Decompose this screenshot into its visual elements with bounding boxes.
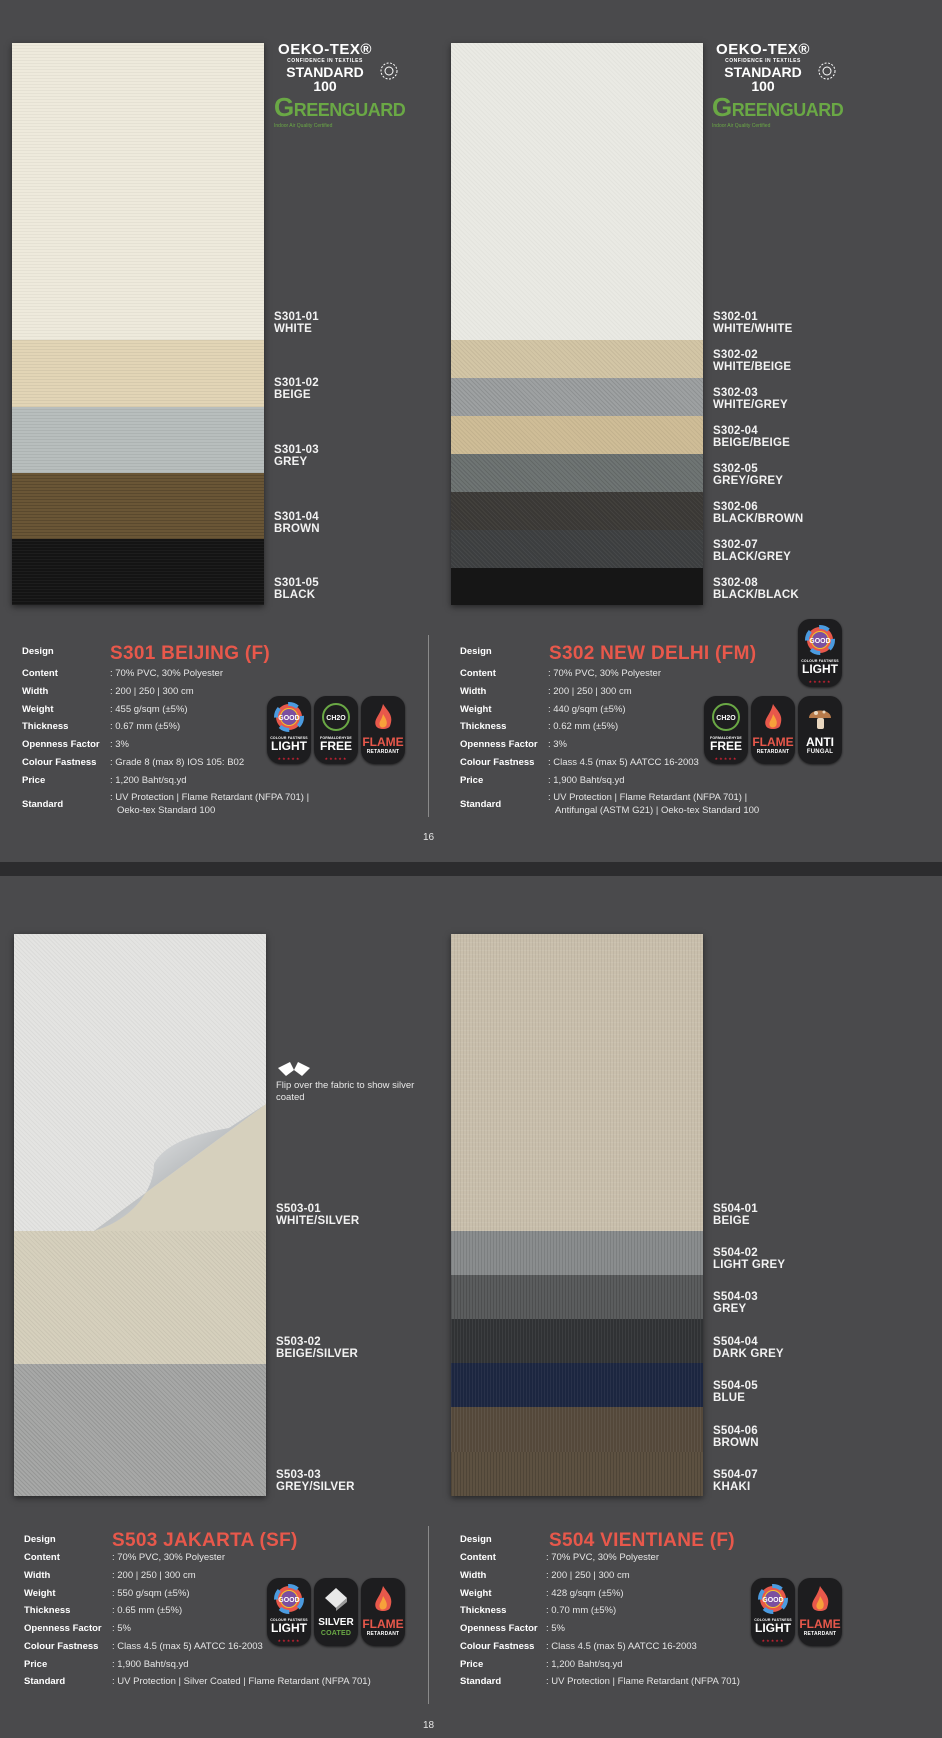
greenguard-logo: GREENGUARD Indoor Air Quality Certified (274, 92, 406, 129)
spec-value: : 200 | 250 | 300 cm (548, 686, 632, 697)
flame-icon (805, 1584, 835, 1614)
spec-key: Content (24, 1552, 60, 1563)
spec-value: : UV Protection | Flame Retardant (NFPA 701) (546, 1676, 740, 1687)
spec-value: : 550 g/sqm (±5%) (112, 1588, 190, 1599)
colour-fastness-icon (758, 1584, 788, 1614)
swatch-s302-01 (451, 43, 703, 340)
flame-icon (368, 1584, 398, 1614)
spec-value: : 1,900 Baht/sq.yd (112, 1659, 189, 1670)
spec-key: Price (460, 775, 484, 786)
page-number: 16 (423, 832, 435, 843)
spec-key: Design (460, 1534, 492, 1545)
spec-key: Standard (460, 799, 502, 810)
spec-key: Standard (22, 799, 64, 810)
swatch-s302-03 (451, 378, 703, 416)
swatch-s504-07 (451, 1452, 703, 1496)
swatch-s301-01 (12, 43, 264, 340)
spec-value: : Class 4.5 (max 5) AATCC 16-2003 (112, 1641, 263, 1652)
product-title-s504: S504 VIENTIANE (F) (549, 1530, 735, 1551)
svg-text:GOOD: GOOD (809, 638, 831, 645)
spec-key: Weight (22, 704, 54, 715)
spec-value: : 200 | 250 | 300 cm (112, 1570, 196, 1581)
spec-value: : 3% (548, 739, 568, 750)
catalog-page-16 (0, 0, 942, 862)
spec-value: : 70% PVC, 30% Polyester (548, 668, 661, 679)
spec-key: Colour Fastness (460, 757, 535, 768)
spec-value: : UV Protection | Flame Retardant (NFPA 701) | (110, 792, 310, 803)
swatch-s503-02 (14, 1231, 266, 1364)
spec-key: Width (24, 1570, 51, 1581)
flip-note: Flip over the fabric to show silver coated (276, 1080, 415, 1103)
spec-key: Weight (460, 704, 492, 715)
swatch-label-s302-01: S302-01 WHITE/WHITE (713, 311, 793, 335)
flip-fabric-icon (276, 1060, 312, 1078)
swatch-s302-08 (451, 568, 703, 605)
swatch-s301-03 (12, 407, 264, 473)
swatch-label-s302-02: S302-02 WHITE/BEIGE (713, 349, 792, 373)
spec-value: : 200 | 250 | 300 cm (546, 1570, 630, 1581)
spec-value: : 70% PVC, 30% Polyester (110, 668, 223, 679)
swatch-label-s503-03: S503-03 GREY/SILVER (276, 1469, 355, 1493)
oeko-flower-icon (816, 60, 838, 82)
spec-key: Thickness (460, 1605, 507, 1616)
swatch-s504-06 (451, 1407, 703, 1452)
spec-value: Antifungal (ASTM G21) | Oeko-tex Standard 100 (555, 805, 760, 816)
spec-value: : 428 g/sqm (±5%) (546, 1588, 624, 1599)
page-separator (0, 862, 942, 876)
flame-icon (758, 702, 788, 732)
swatch-label-s504-06: S504-06 BROWN (713, 1425, 759, 1449)
swatch-stack-s302 (451, 43, 703, 605)
badge-formaldehyde-free: CH2O FORMALDEHYDE FREE ★★★★★ (314, 696, 358, 764)
spec-key: Openness Factor (460, 739, 538, 750)
spec-key: Colour Fastness (24, 1641, 99, 1652)
swatch-s302-06 (451, 492, 703, 530)
spec-key: Design (460, 646, 492, 657)
column-divider (428, 1526, 429, 1704)
spec-key: Price (24, 1659, 48, 1670)
spec-key: Thickness (24, 1605, 71, 1616)
spec-key: Price (460, 1659, 484, 1670)
oeko-flower-icon (378, 60, 400, 82)
spec-key: Content (460, 668, 496, 679)
silver-coated-flip-corner (94, 1104, 266, 1234)
spec-key: Design (22, 646, 54, 657)
badge-flame-retardant: FLAME RETARDANT (361, 1578, 405, 1646)
swatch-label-s302-06: S302-06 BLACK/BROWN (713, 501, 804, 525)
product-title-s301: S301 BEIJING (F) (110, 643, 271, 664)
swatch-s504-01 (451, 934, 703, 1231)
spec-key: Weight (460, 1588, 492, 1599)
swatch-s503-03 (14, 1364, 266, 1496)
swatch-label-s503-02: S503-02 BEIGE/SILVER (276, 1336, 359, 1360)
spec-value: : 0.67 mm (±5%) (110, 721, 181, 732)
spec-value: Oeko-tex Standard 100 (117, 805, 216, 816)
spec-key: Thickness (22, 721, 69, 732)
swatch-label-s504-04: S504-04 DARK GREY (713, 1336, 784, 1360)
mushroom-icon (805, 702, 835, 732)
spec-table-s504 (460, 1534, 780, 1694)
badge-flame-retardant: FLAME RETARDANT (798, 1578, 842, 1646)
swatch-s302-04 (451, 416, 703, 454)
spec-value: : UV Protection | Silver Coated | Flame Retardant (NFPA 701) (112, 1676, 371, 1687)
spec-key: Width (22, 686, 49, 697)
spec-value: : 0.70 mm (±5%) (546, 1605, 617, 1616)
swatch-s301-05 (12, 539, 264, 605)
flame-icon (368, 702, 398, 732)
svg-text:GOOD: GOOD (278, 715, 300, 722)
formaldehyde-icon (321, 702, 351, 732)
swatch-label-s301-02: S301-02 BEIGE (274, 377, 319, 401)
formaldehyde-icon (711, 702, 741, 732)
swatch-stack-s301 (12, 43, 264, 605)
spec-key: Openness Factor (24, 1623, 102, 1634)
spec-value: : 1,900 Baht/sq.yd (548, 775, 625, 786)
swatch-s504-05 (451, 1363, 703, 1407)
product-title-s302: S302 NEW DELHI (FM) (549, 643, 757, 664)
spec-value: : Class 4.5 (max 5) AATCC 16-2003 (546, 1641, 697, 1652)
swatch-label-s301-05: S301-05 BLACK (274, 577, 319, 601)
swatch-label-s302-03: S302-03 WHITE/GREY (713, 387, 788, 411)
swatch-s301-04 (12, 473, 264, 539)
column-divider (428, 635, 429, 817)
swatch-s504-02 (451, 1231, 703, 1275)
silver-coated-icon (321, 1584, 351, 1614)
swatch-label-s302-08: S302-08 BLACK/BLACK (713, 577, 799, 601)
spec-value: : 3% (110, 739, 130, 750)
spec-value: : 455 g/sqm (±5%) (110, 704, 188, 715)
page-number: 18 (423, 1720, 435, 1731)
spec-value: : 1,200 Baht/sq.yd (110, 775, 187, 786)
spec-key: Weight (24, 1588, 56, 1599)
badge-flame-retardant: FLAME RETARDANT (751, 696, 795, 764)
colour-fastness-icon (274, 702, 304, 732)
greenguard-g-icon: G (274, 92, 294, 122)
swatch-label-s301-03: S301-03 GREY (274, 444, 319, 468)
spec-value: : 70% PVC, 30% Polyester (546, 1552, 659, 1563)
spec-key: Openness Factor (22, 739, 100, 750)
swatch-label-s503-01: S503-01 WHITE/SILVER (276, 1203, 360, 1227)
spec-value: : 70% PVC, 30% Polyester (112, 1552, 225, 1563)
spec-key: Openness Factor (460, 1623, 538, 1634)
spec-value: : Grade 8 (max 8) IOS 105: B02 (110, 757, 245, 768)
swatch-label-s301-04: S301-04 BROWN (274, 511, 320, 535)
spec-value: : UV Protection | Flame Retardant (NFPA 701) | (548, 792, 748, 803)
spec-value: : 0.62 mm (±5%) (548, 721, 619, 732)
spec-key: Content (460, 1552, 496, 1563)
product-title-s503: S503 JAKARTA (SF) (112, 1530, 298, 1551)
swatch-label-s504-02: S504-02 LIGHT GREY (713, 1247, 786, 1271)
swatch-label-s301-01: S301-01 WHITE (274, 311, 319, 335)
badge-formaldehyde-free: CH2O FORMALDEHYDE FREE ★★★★★ (704, 696, 748, 764)
spec-key: Thickness (460, 721, 507, 732)
spec-key: Standard (460, 1676, 502, 1687)
badge-colour-fastness: GOOD COLOUR FASTNESS LIGHT ★★★★★ (267, 696, 311, 764)
oeko-tex-logo: OEKO-TEX® CONFIDENCE IN TEXTILES STANDARD 100 (278, 41, 372, 94)
spec-key: Design (24, 1534, 56, 1545)
spec-value: : 5% (546, 1623, 566, 1634)
swatch-s302-07 (451, 530, 703, 568)
swatch-s504-04 (451, 1319, 703, 1363)
swatch-s302-02 (451, 340, 703, 378)
swatch-s504-03 (451, 1275, 703, 1319)
swatch-label-s302-05: S302-05 GREY/GREY (713, 463, 784, 487)
spec-value: : 440 g/sqm (±5%) (548, 704, 626, 715)
colour-fastness-icon (805, 625, 835, 655)
spec-key: Width (460, 686, 487, 697)
swatch-stack-s503 (14, 934, 266, 1496)
badge-flame-retardant: FLAME RETARDANT (361, 696, 405, 764)
spec-value: : 200 | 250 | 300 cm (110, 686, 194, 697)
badge-anti-fungal: ANTI FUNGAL (798, 696, 842, 764)
spec-key: Price (22, 775, 46, 786)
svg-text:GOOD: GOOD (278, 1597, 300, 1604)
oeko-tex-logo: OEKO-TEX® CONFIDENCE IN TEXTILES STANDARD 100 (716, 41, 810, 94)
spec-key: Standard (24, 1676, 66, 1687)
spec-key: Colour Fastness (460, 1641, 535, 1652)
swatch-label-s504-01: S504-01 BEIGE (713, 1203, 758, 1227)
spec-value: : 5% (112, 1623, 132, 1634)
spec-key: Content (22, 668, 58, 679)
greenguard-g-icon: G (712, 92, 732, 122)
badge-silver-coated: SILVER COATED (314, 1578, 358, 1646)
swatch-s301-02 (12, 340, 264, 407)
spec-key: Colour Fastness (22, 757, 97, 768)
svg-text:CH2O: CH2O (326, 715, 346, 722)
swatch-s302-05 (451, 454, 703, 492)
swatch-label-s302-04: S302-04 BEIGE/BEIGE (713, 425, 790, 449)
swatch-stack-s504 (451, 934, 703, 1496)
spec-value: : 1,200 Baht/sq.yd (546, 1659, 623, 1670)
swatch-label-s302-07: S302-07 BLACK/GREY (713, 539, 792, 563)
swatch-label-s504-05: S504-05 BLUE (713, 1380, 758, 1404)
spec-key: Width (460, 1570, 487, 1581)
svg-text:GOOD: GOOD (762, 1597, 784, 1604)
greenguard-logo: GREENGUARD Indoor Air Quality Certified (712, 92, 844, 129)
badge-colour-fastness: GOOD COLOUR FASTNESS LIGHT ★★★★★ (798, 619, 842, 687)
svg-text:CH2O: CH2O (716, 715, 736, 722)
catalog-page-18 (0, 876, 942, 1738)
swatch-label-s504-07: S504-07 KHAKI (713, 1469, 758, 1493)
spec-value: : Class 4.5 (max 5) AATCC 16-2003 (548, 757, 699, 768)
badge-colour-fastness: GOOD COLOUR FASTNESS LIGHT ★★★★★ (267, 1578, 311, 1646)
swatch-label-s504-03: S504-03 GREY (713, 1291, 758, 1315)
colour-fastness-icon (274, 1584, 304, 1614)
badge-colour-fastness: GOOD COLOUR FASTNESS LIGHT ★★★★★ (751, 1578, 795, 1646)
spec-value: : 0.65 mm (±5%) (112, 1605, 183, 1616)
